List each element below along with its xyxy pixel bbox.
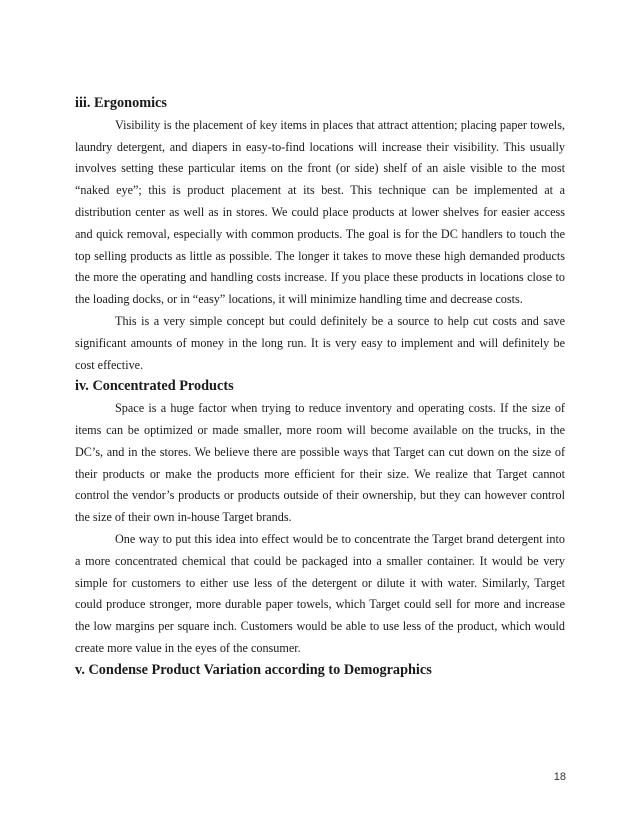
concentrated-products-paragraph-2: One way to put this idea into effect would be to concentrate the Target brand detergent into a more concentrated chemical that could be packaged into a smaller container. It would be very simple for customers to either use less of the detergent or dilute it with water. Similarly, Target could produce stronger, more durable paper towels, which Target could sell for more and increase the low margins per square inch. Customers would be able to use less of the product, which would create more value in the eyes of the consumer. [75,531,565,655]
ergonomics-paragraph-2: This is a very simple concept but could definitely be a source to help cut costs and save significant amounts of money in the long run. It is very easy to implement and will definitely be cost effective. [75,313,565,372]
page-body [75,93,565,682]
concentrated-products-paragraph-1: Space is a huge factor when trying to reduce inventory and operating costs. If the size of items can be optimized or made smaller, more room will become available on the trucks, in the DC’s, and in the stores. We believe there are possible ways that Target can cut down on the size of their products or make the products more efficient for their size. We realize that Target cannot control the vendor’s products or products outside of their ownership, but they can however control the size of their own in-house Target brands. [75,401,565,525]
section-heading-concentrated-products: iv. Concentrated Products [75,378,234,395]
section-heading-ergonomics: iii. Ergonomics [75,95,167,111]
page-number: 18 [553,771,566,783]
ergonomics-paragraph-1: Visibility is the placement of key items in places that attract attention; placing paper towels, laundry detergent, and diapers in easy-to-find locations will increase their visibility. This usually involves setting these particular items on the front (or side) shelf of an aisle visible to the most “naked eye”; this is product placement at its best. This technique can be implemented at a distribution center as well as in stores. We could place products at lower shelves for easier access and quick removal, especially with common products. The goal is for the DC handlers to touch the top selling products as little as possible. The longer it takes to move these high demanded products the more the operating and handling costs increase. If you place these products in locations close to the loading docks, or in “easy” locations, it will minimize handling time and decrease costs. [75,117,565,307]
section-heading-condense-product-variation: v. Condense Product Variation according to Demographics [75,661,432,678]
